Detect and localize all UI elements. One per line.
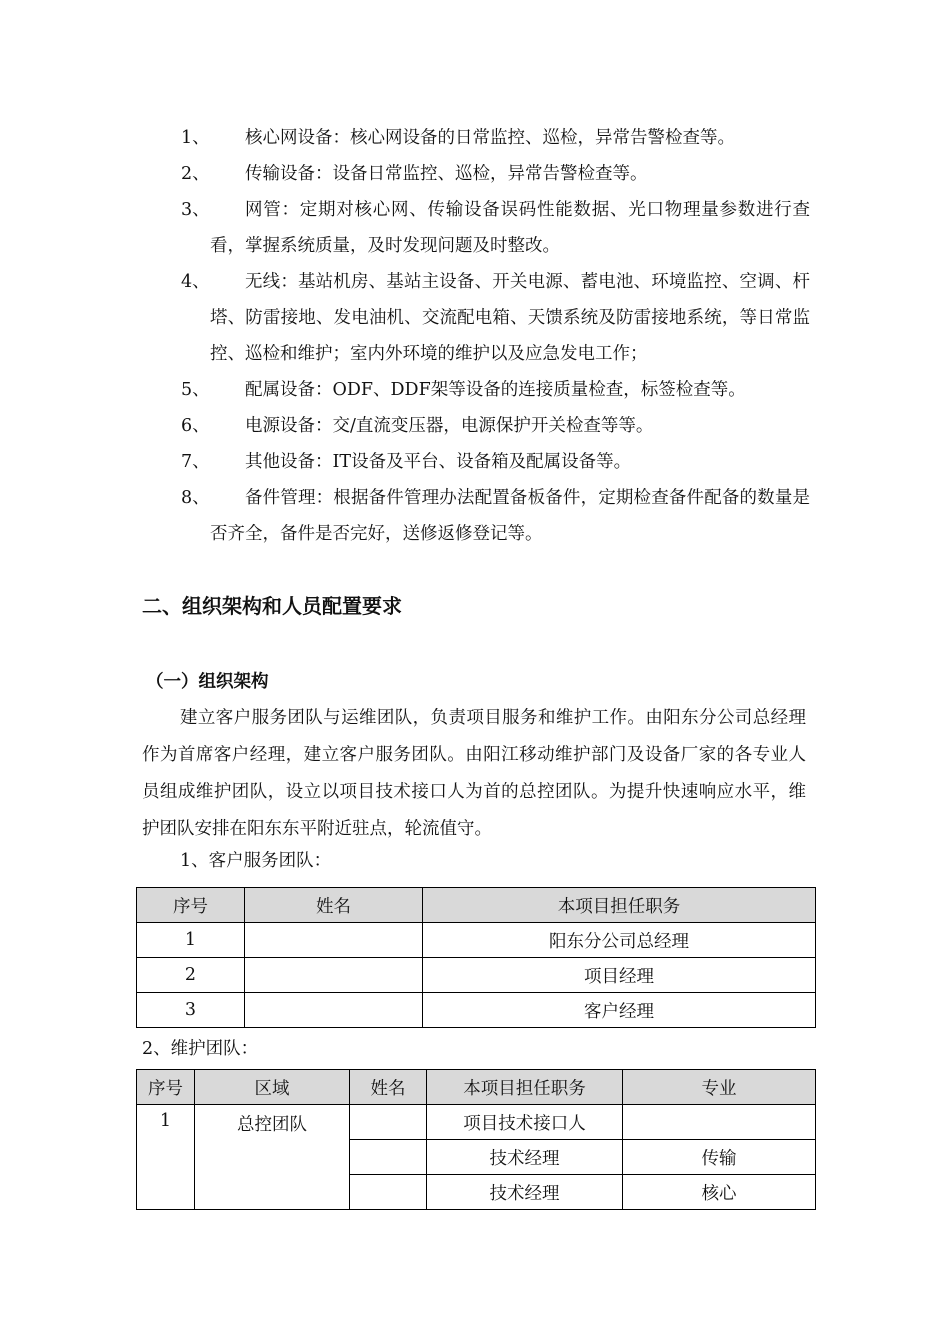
cell-role: 技术经理	[427, 1175, 623, 1210]
table-header-row	[137, 888, 816, 923]
list-item-number: 7、	[181, 452, 210, 472]
cell-number: 1	[137, 1105, 195, 1210]
cell-name	[350, 1140, 427, 1175]
list-item	[0, 192, 950, 264]
list-item	[0, 480, 950, 552]
subsection-title: （一）组织架构	[146, 672, 269, 692]
cell-role: 技术经理	[427, 1140, 623, 1175]
cell-name	[245, 923, 423, 958]
header-cell: 本项目担任职务	[427, 1070, 623, 1105]
list-item	[0, 120, 950, 156]
list-item-number: 5、	[181, 380, 210, 400]
section-title: 二、组织架构和人员配置要求	[142, 594, 402, 618]
table-row	[137, 1105, 816, 1140]
header-cell: 区域	[195, 1070, 350, 1105]
list-item	[0, 372, 950, 408]
header-cell: 专业	[623, 1070, 816, 1105]
header-cell: 姓名	[350, 1070, 427, 1105]
cell-number: 1	[137, 923, 245, 958]
list-item-text: 配属设备：ODF、DDF架等设备的连接质量检查，标签检查等。	[245, 380, 746, 400]
cell-number: 2	[137, 958, 245, 993]
list-item-number: 6、	[181, 416, 210, 436]
cell-role: 项目经理	[423, 958, 816, 993]
list-item	[0, 264, 950, 372]
cell-name	[350, 1105, 427, 1140]
list-item-text: 电源设备：交/直流变压器，电源保护开关检查等等。	[245, 416, 654, 436]
list-item-number: 8、	[181, 488, 210, 508]
table-row	[137, 923, 816, 958]
cell-role: 客户经理	[423, 993, 816, 1028]
list-item-text: 传输设备：设备日常监控、巡检，异常告警检查等。	[245, 164, 648, 184]
cell-area: 总控团队	[195, 1105, 350, 1210]
list-item-number: 2、	[181, 164, 210, 184]
header-cell: 姓名	[245, 888, 423, 923]
list-item-text: 其他设备：IT设备及平台、设备箱及配属设备等。	[245, 452, 632, 472]
header-cell: 本项目担任职务	[423, 888, 816, 923]
cell-role: 阳东分公司总经理	[423, 923, 816, 958]
body-paragraph: 建立客户服务团队与运维团队，负责项目服务和维护工作。由阳东分公司总经理作为首席客户经理，建立客户服务团队。由阳江移动维护部门及设备厂家的各专业人员组成维护团队，设立以项目技术接口人为首的总控团队。为提升快速响应水平，维护团队安排在阳东东平附近驻点，轮流值守。	[142, 708, 806, 839]
cell-number: 3	[137, 993, 245, 1028]
list-item	[0, 408, 950, 444]
list-item-text: 备件管理：根据备件管理办法配置备板备件，定期检查备件配备的数量是否齐全，备件是否完好，送修返修登记等。	[210, 488, 810, 544]
cell-name	[350, 1175, 427, 1210]
cell-specialty: 传输	[623, 1140, 816, 1175]
table2-label: 2、维护团队：	[142, 1039, 259, 1059]
customer-service-table	[136, 887, 816, 1028]
cell-specialty	[623, 1105, 816, 1140]
list-item-number: 4、	[181, 272, 210, 292]
list-item-text: 网管：定期对核心网、传输设备误码性能数据、光口物理量参数进行查看，掌握系统质量，及时发现问题及时整改。	[210, 200, 810, 256]
cell-role: 项目技术接口人	[427, 1105, 623, 1140]
list-item-number: 3、	[181, 200, 210, 220]
cell-name	[245, 958, 423, 993]
list-item	[0, 444, 950, 480]
cell-name	[245, 993, 423, 1028]
maintenance-team-table	[136, 1069, 816, 1210]
table-row	[137, 993, 816, 1028]
table-header-row	[137, 1070, 816, 1105]
header-cell: 序号	[137, 1070, 195, 1105]
list-item-number: 1、	[181, 128, 210, 148]
maintenance-scope-list	[0, 120, 950, 552]
table-row	[137, 958, 816, 993]
list-item	[0, 156, 950, 192]
cell-specialty: 核心	[623, 1175, 816, 1210]
table1-label: 1、客户服务团队：	[180, 851, 332, 871]
header-cell: 序号	[137, 888, 245, 923]
list-item-text: 核心网设备：核心网设备的日常监控、巡检，异常告警检查等。	[245, 128, 735, 148]
list-item-text: 无线：基站机房、基站主设备、开关电源、蓄电池、环境监控、空调、杆塔、防雷接地、发电油机、交流配电箱、天馈系统及防雷接地系统，等日常监控、巡检和维护；室内外环境的维护以及应急发电工作；	[210, 272, 810, 364]
